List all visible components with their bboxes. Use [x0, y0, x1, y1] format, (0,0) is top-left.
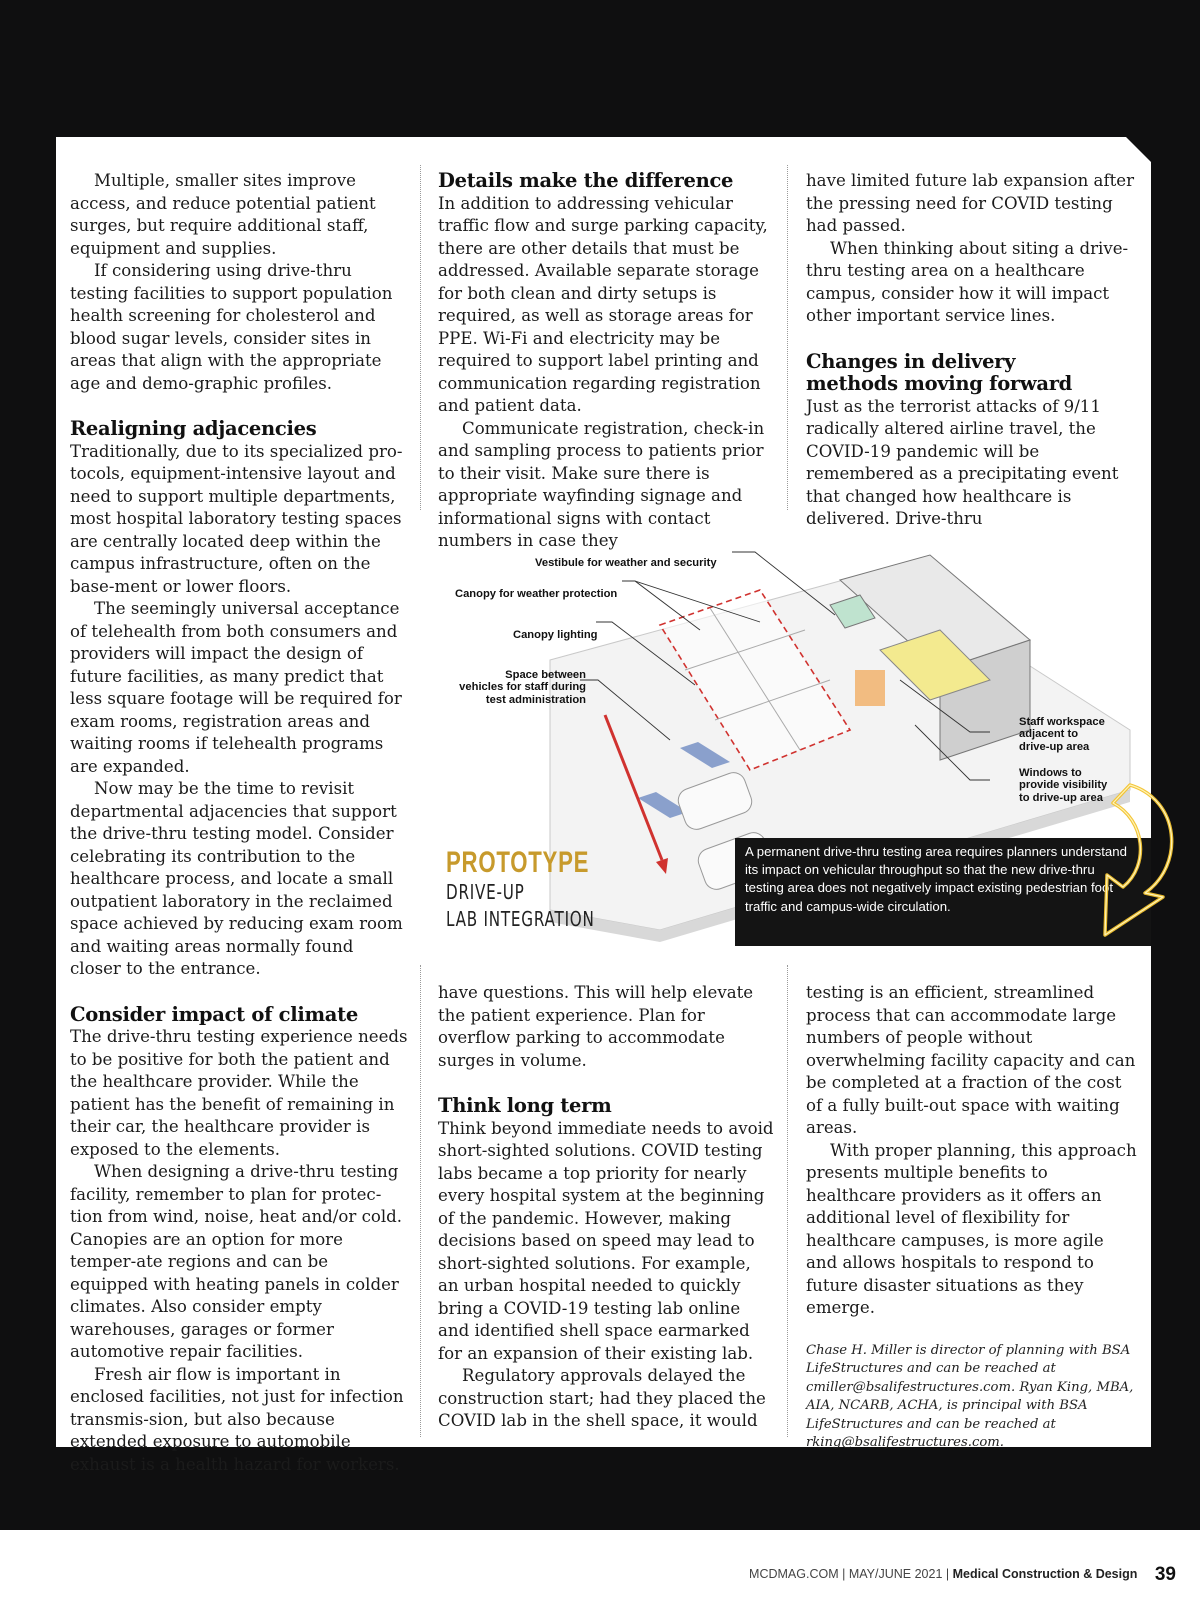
figure-caption: A permanent drive-thru testing area requires planners understand its impact on vehicular throughput so that the new drive-thru testing area does not negatively impact existing pedestrian foot traffic and campus-wide circulation. — [735, 838, 1151, 946]
label-canopy-lighting: Canopy lighting — [513, 629, 598, 641]
label-line: test administration — [485, 693, 586, 706]
column-2-bottom — [438, 982, 774, 1433]
paragraph: Just as the terrorist attacks of 9/11 radically altered airline travel, the COVID-19 pandemic will be remembered as a precipitating event that changed how healthcare is delivered. Drive-thru — [806, 396, 1119, 528]
label-line: Windows to — [1019, 767, 1082, 779]
paragraph: Fresh air flow is important in enclosed facilities, not just for infection transmis-sion, but also because extended exposure to automobile exhaust is a health hazard for workers. — [70, 1364, 404, 1474]
paragraph: With proper planning, this approach presents multiple benefits to healthcare providers as it offers an additional level of flexibility for healthcare campuses, is more agile and allows hospitals to respond to future disaster situations as they emerge. — [806, 1140, 1137, 1317]
column-rule — [420, 165, 421, 510]
heading-line: methods moving forward — [806, 372, 1073, 395]
figure-title: PROTOTYPE — [446, 846, 590, 879]
label-line: vehicles for staff during — [459, 681, 586, 694]
paragraph: The seemingly universal acceptance of telehealth from both consumers and providers will impact the design of future facilities, as many predict that less square footage will be required for exam rooms, registration areas and waiting rooms if telehealth programs are expanded. — [70, 599, 402, 776]
heading-changes-in-delivery — [806, 351, 1140, 396]
column-rule — [420, 965, 421, 1437]
label-line: provide visibility — [1019, 779, 1108, 792]
heading-consider-impact-of-climate: Consider impact of climate — [70, 1002, 358, 1026]
label-line: Space between — [505, 669, 586, 681]
paragraph: When thinking about siting a drive-thru testing area on a healthcare campus, consider how it will impact other important service lines. — [806, 238, 1129, 325]
label-line: drive-up area — [1019, 740, 1090, 753]
page-number: 39 — [1154, 1564, 1176, 1585]
paragraph: Communicate registration, check-in and sampling process to patients prior to their visit. Make sure there is appropriate wayfinding signage and informational signs with contact numbers in case they — [438, 418, 765, 550]
paragraph: Traditionally, due to its specialized pro-tocols, equipment-intensive layout and need to support multiple departments, most hospital laboratory testing spaces are centrally located deep within the campus infrastructure, often on the base-ment or lower floors. — [70, 441, 403, 596]
column-rule — [787, 165, 788, 510]
paragraph: If considering using drive-thru testing facilities to support population health screening for cholesterol and blood sugar levels, consider sites in areas that align with the appropriate age and demo-graphic profiles. — [70, 261, 393, 393]
footer-separator: | — [842, 1567, 846, 1581]
footer-site: MCDMAG.COM — [749, 1567, 839, 1581]
glowing-arrow-icon — [1085, 775, 1200, 950]
page-footer — [749, 1564, 1176, 1586]
column-rule — [787, 965, 788, 1437]
label-space-between — [448, 669, 586, 706]
paragraph: Now may be the time to revisit departmental adjacencies that support the drive-thru testing model. Consider celebrating its contribution to the healthcare process, and locate a small outpatient laboratory in the reclaimed space achieved by reducing exam room and waiting areas normally found closer to the entrance. — [70, 779, 403, 978]
label-line: to drive-up area — [1019, 791, 1103, 804]
label-vestibule: Vestibule for weather and security — [535, 557, 717, 569]
paragraph: have limited future lab expansion after the pressing need for COVID testing had passed. — [806, 171, 1135, 235]
label-canopy: Canopy for weather protection — [455, 588, 618, 600]
paragraph: In addition to addressing vehicular traffic flow and surge parking capacity, there are other details that must be addressed. Available separate storage for both clean and dirty setups is required, as well as storage areas for PPE. Wi-Fi and electricity may be required to support label printing and communication regarding registration and patient data. — [438, 193, 768, 415]
column-3-top — [806, 170, 1140, 531]
heading-line: Changes in delivery — [806, 349, 1016, 373]
paragraph: Regulatory approvals delayed the construction start; had they placed the COVID lab in the shell space, it would — [438, 1366, 766, 1430]
paragraph: Multiple, smaller sites improve access, and reduce potential patient surges, but require additional staff, equipment and supplies. — [70, 171, 376, 258]
label-line: Staff workspace — [1019, 716, 1105, 728]
paragraph: When designing a drive-thru testing facility, remember to plan for protec-tion from wind, noise, heat and/or cold. Canopies are an option for more temper-ate regions and can be equipped with heating panels in colder climates. Also consider empty warehouses, garages or former automotive repair facilities. — [70, 1162, 403, 1361]
label-staff-workspace — [1019, 716, 1105, 753]
paragraph: have questions. This will help elevate the patient experience. Plan for overflow parking to accommodate surges in volume. — [438, 983, 754, 1070]
footer-separator: | — [945, 1567, 950, 1581]
column-1 — [70, 170, 408, 1476]
column-2-top — [438, 170, 774, 553]
heading-think-long-term: Think long term — [438, 1094, 612, 1117]
column-3-bottom — [806, 982, 1140, 1453]
figure-subtitle-line-2: LAB INTEGRATION — [446, 907, 595, 931]
footer-issue: MAY/JUNE 2021 — [848, 1567, 943, 1581]
heading-details-make-the-difference: Details make the difference — [438, 169, 734, 192]
paragraph: testing is an efficient, streamlined process that can accommodate large numbers of people without overwhelming facility capacity and can be completed at a fraction of the cost of a fully built-out space with waiting areas. — [806, 983, 1136, 1137]
figure-subtitle-line-1: DRIVE-UP — [446, 880, 525, 904]
orange-panel — [855, 670, 885, 706]
label-line: adjacent to — [1019, 728, 1079, 741]
paragraph: Think beyond immediate needs to avoid short-sighted solutions. COVID testing labs became a top priority for nearly every hospital system at the beginning of the pandemic. However, making decisions based on speed may lead to short-sighted solutions. For example, an urban hospital needed to quickly bring a COVID-19 testing lab online and identified shell space earmarked for an expansion of their existing lab. — [438, 1118, 774, 1363]
paragraph: The drive-thru testing experience needs to be positive for both the patient and the healthcare provider. While the patient has the benefit of remaining in their car, the healthcare provider is exposed to the elements. — [70, 1027, 408, 1159]
footer-publication: Medical Construction & Design — [952, 1567, 1138, 1581]
heading-realigning-adjacencies: Realigning adjacencies — [70, 417, 317, 440]
author-bio: Chase H. Miller is director of planning with BSA LifeStructures and can be reached at cmiller@bsalifestructures.com. Ryan King, MBA, AIA, NCARB, ACHA, is principal with BSA LifeStructures and can be reached at rking@bsalifestructures.com. — [806, 1342, 1134, 1451]
